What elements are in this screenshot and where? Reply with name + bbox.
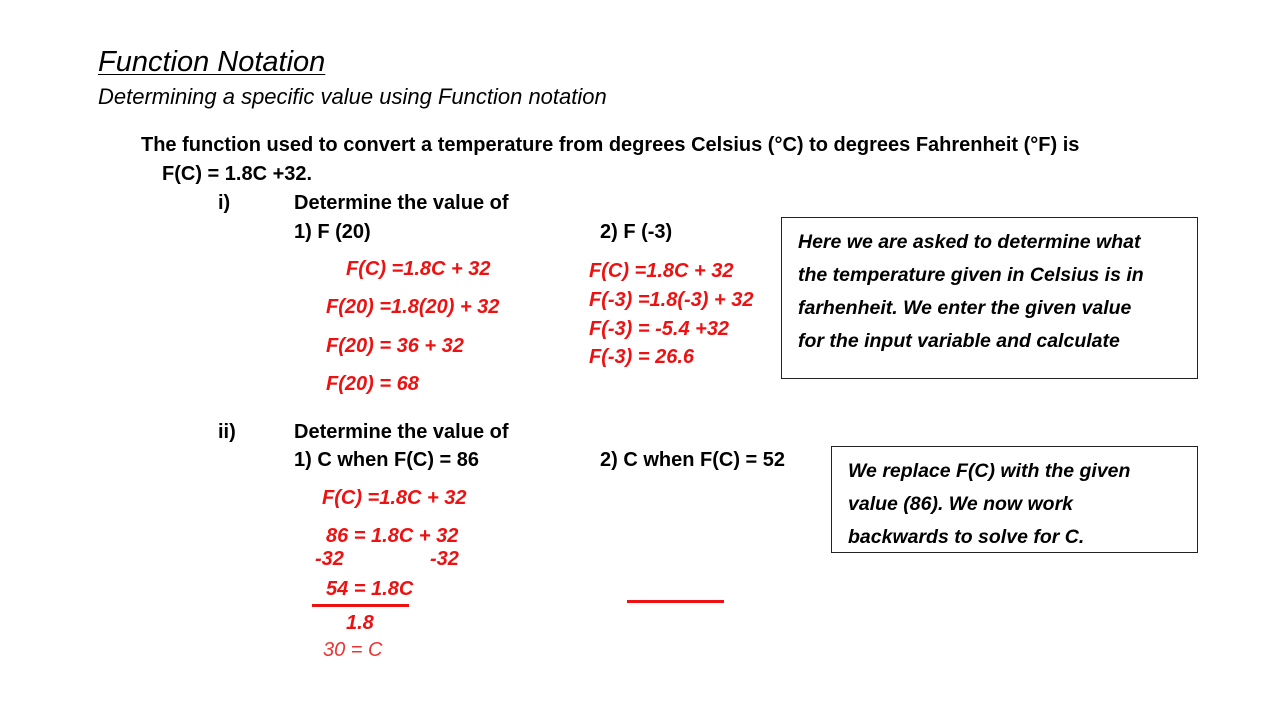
part-i-q2-step-1: F(C) =1.8C + 32 xyxy=(589,260,734,282)
part-i-q1-step-3: F(20) = 36 + 32 xyxy=(326,335,464,357)
part-i-q2-step-3: F(-3) = -5.4 +32 xyxy=(589,318,730,340)
answer-line xyxy=(627,600,724,603)
page-subtitle: Determining a specific value using Function notation xyxy=(98,84,607,109)
part-i-q2-label: 2) F (-3) xyxy=(600,221,673,243)
note-2-line-3: backwards to solve for C. xyxy=(848,526,1085,548)
part-ii-q1-label: 1) C when F(C) = 86 xyxy=(294,449,480,471)
part-i-q1-step-4: F(20) = 68 xyxy=(326,373,419,395)
division-bar xyxy=(312,604,409,607)
part-ii-q1-step-3: 54 = 1.8C xyxy=(326,578,414,600)
part-ii-q1-denominator: 1.8 xyxy=(346,612,374,634)
explanation-box-1 xyxy=(781,217,1198,379)
part-ii-q1-step-2: 86 = 1.8C + 32 xyxy=(326,525,459,547)
part-i-label: i) xyxy=(218,192,231,214)
part-i-prompt: Determine the value of xyxy=(294,192,509,214)
part-i-q1-step-1: F(C) =1.8C + 32 xyxy=(346,258,491,280)
note-1-line-3: farhenheit. We enter the given value xyxy=(798,297,1132,319)
note-1-line-4: for the input variable and calculate xyxy=(798,330,1120,352)
page-title: Function Notation xyxy=(98,46,326,78)
note-2-line-2: value (86). We now work xyxy=(848,493,1074,515)
part-ii-label: ii) xyxy=(218,421,236,443)
part-i-q2-step-4: F(-3) = 26.6 xyxy=(589,346,695,368)
part-ii-q1-result: 30 = C xyxy=(323,639,383,661)
note-1-line-2: the temperature given in Celsius is in xyxy=(798,264,1144,286)
problem-formula: F(C) = 1.8C +32. xyxy=(162,163,313,185)
part-i-q1-step-2: F(20) =1.8(20) + 32 xyxy=(326,296,500,318)
problem-intro: The function used to convert a temperature from degrees Celsius (°C) to degrees Fahrenheit (°F) is xyxy=(141,134,1080,156)
part-i-q1-label: 1) F (20) xyxy=(294,221,371,243)
part-i-q2-step-2: F(-3) =1.8(-3) + 32 xyxy=(589,289,754,311)
note-2-line-1: We replace F(C) with the given xyxy=(848,460,1131,482)
explanation-box-2 xyxy=(831,446,1198,553)
part-ii-q1-step-1: F(C) =1.8C + 32 xyxy=(322,487,467,509)
part-ii-q1-subtract-right: -32 xyxy=(430,548,459,570)
part-ii-q1-subtract-left: -32 xyxy=(315,548,344,570)
note-1-line-1: Here we are asked to determine what xyxy=(798,231,1141,253)
part-ii-q2-label: 2) C when F(C) = 52 xyxy=(600,449,786,471)
part-ii-prompt: Determine the value of xyxy=(294,421,509,443)
